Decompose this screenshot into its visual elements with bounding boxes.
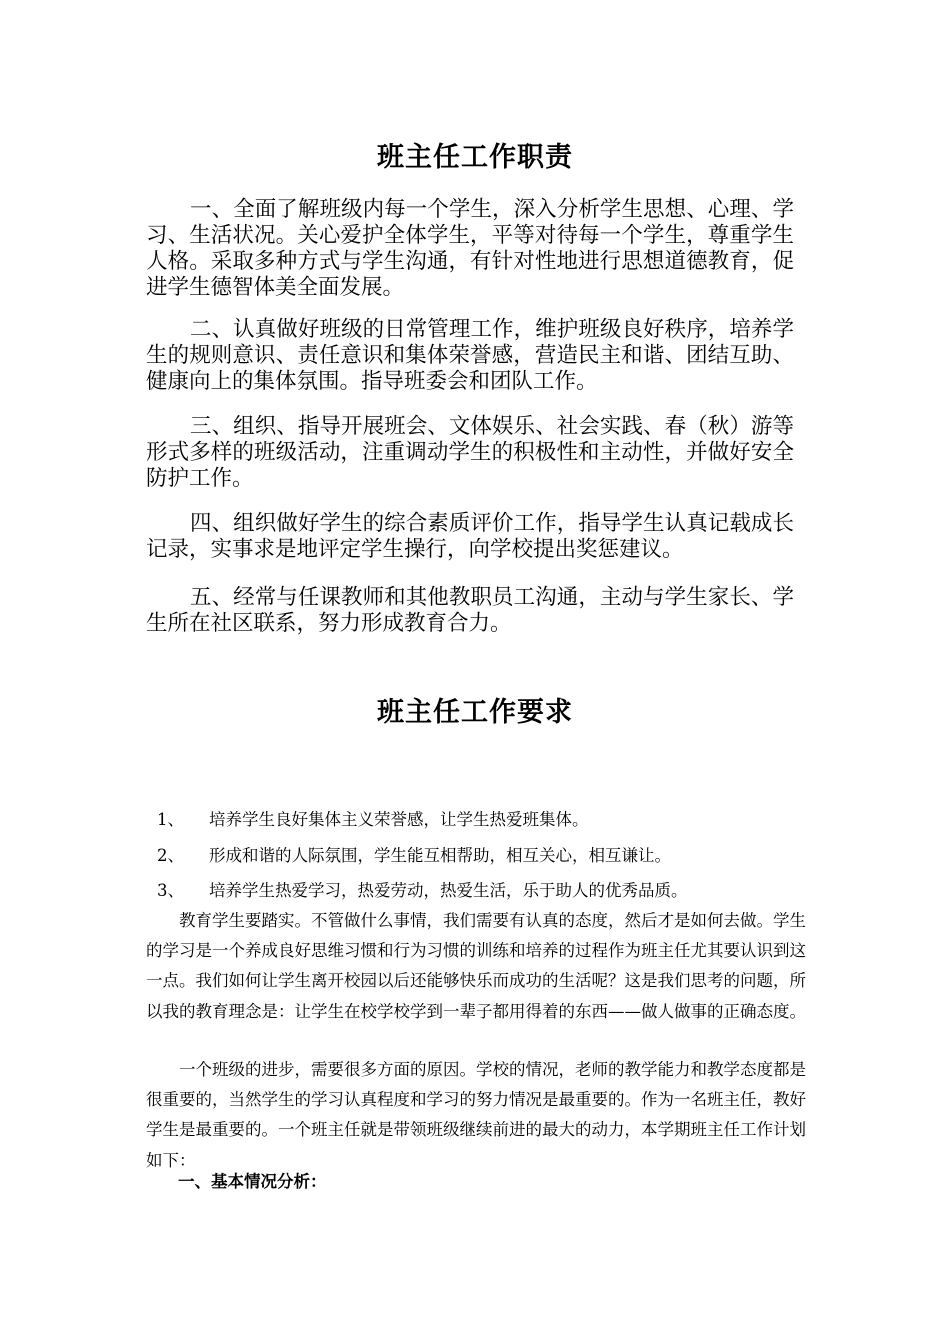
requirement-item-2 bbox=[157, 845, 671, 867]
requirement-number: 2、 bbox=[157, 846, 184, 865]
requirement-number: 3、 bbox=[157, 881, 184, 900]
requirement-text: 培养学生热爱学习，热爱劳动，热爱生活，乐于助人的优秀品质。 bbox=[209, 881, 688, 900]
requirement-text: 形成和谐的人际氛围，学生能互相帮助，相互关心，相互谦让。 bbox=[209, 846, 671, 865]
requirement-text: 培养学生良好集体主义荣誉感，让学生热爱班集体。 bbox=[209, 810, 589, 829]
duty-paragraph-1: 一、全面了解班级内每一个学生，深入分析学生思想、心理、学习、生活状况。关心爱护全体学生，平等对待每一个学生，尊重学生人格。采取多种方式与学生沟通，有针对性地进行思想道德教育，促进学生德智体美全面发展。 bbox=[146, 197, 794, 300]
requirement-item-1 bbox=[157, 809, 589, 831]
section-subheading: 一、基本情况分析： bbox=[178, 1172, 327, 1191]
requirement-number: 1、 bbox=[157, 810, 184, 829]
page-title-duties: 班主任工作职责 bbox=[377, 142, 573, 173]
duty-paragraph-4: 四、组织做好学生的综合素质评价工作，指导学生认真记载成长记录，实事求是地评定学生操行，向学校提出奖惩建议。 bbox=[146, 511, 794, 562]
duty-paragraph-5: 五、经常与任课教师和其他教职员工沟通，主动与学生家长、学生所在社区联系，努力形成教育合力。 bbox=[146, 585, 794, 636]
duty-paragraph-2: 二、认真做好班级的日常管理工作，维护班级良好秩序，培养学生的规则意识、责任意识和集体荣誉感，营造民主和谐、团结互助、健康向上的集体氛围。指导班委会和团队工作。 bbox=[146, 317, 794, 394]
body-paragraph-1: 教育学生要踏实。不管做什么事情，我们需要有认真的态度，然后才是如何去做。学生的学习是一个养成良好思维习惯和行为习惯的训练和培养的过程作为班主任尤其要认识到这一点。我们如何让学生离开校园以后还能够快乐而成功的生活呢？这是我们思考的问题，所以我的教育理念是：让学生在校学校学到一辈子都用得着的东西——做人做事的正确态度。 bbox=[146, 911, 806, 1021]
requirement-item-3 bbox=[157, 880, 688, 902]
duty-paragraph-3: 三、组织、指导开展班会、文体娱乐、社会实践、春（秋）游等形式多样的班级活动，注重调动学生的积极性和主动性，并做好安全防护工作。 bbox=[146, 414, 794, 491]
body-paragraph-2: 一个班级的进步，需要很多方面的原因。学校的情况，老师的教学能力和教学态度都是很重要的，当然学生的学习认真程度和学习的努力情况是最重要的。作为一名班主任，教好学生是最重要的。一个班主任就是带领班级继续前进的最大的动力，本学期班主任工作计划如下： bbox=[146, 1060, 806, 1170]
page-title-requirements: 班主任工作要求 bbox=[377, 697, 573, 728]
